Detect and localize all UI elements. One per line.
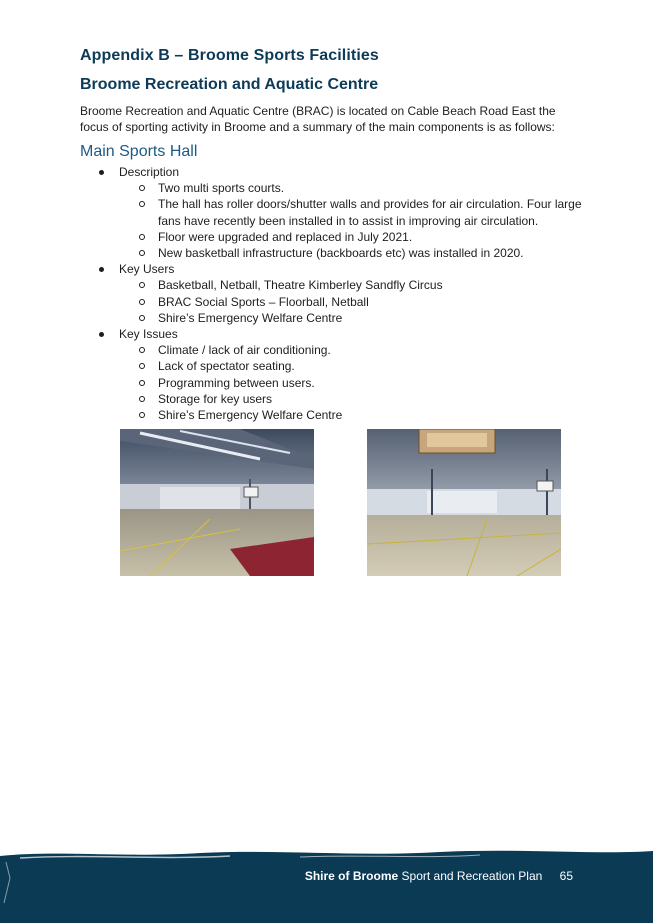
group-label: Description bbox=[119, 165, 180, 179]
list-item-text: New basketball infrastructure (backboards etc) was installed in 2020. bbox=[158, 246, 524, 261]
list-item bbox=[0, 375, 653, 391]
bullet-circle bbox=[139, 380, 145, 386]
facility-outline bbox=[0, 164, 653, 423]
bullet-group-key-issues bbox=[0, 326, 653, 342]
list-item-text: Storage for key users bbox=[158, 391, 273, 406]
bullet-circle bbox=[139, 396, 145, 402]
list-item-text: Lack of spectator seating. bbox=[158, 359, 295, 374]
bullet-circle bbox=[139, 201, 145, 207]
list-item bbox=[0, 407, 653, 423]
footer-org: Shire of Broome bbox=[304, 869, 399, 883]
footer-doc-title: Sport and Recreation Plan bbox=[401, 869, 543, 883]
list-item bbox=[0, 245, 653, 261]
list-item-text: Basketball, Netball, Theatre Kimberley Sandfly Circus bbox=[158, 278, 443, 293]
list-item-text: Floor were upgraded and replaced in July 2021. bbox=[158, 229, 413, 244]
group-label: Key Users bbox=[119, 262, 175, 277]
bullet-circle bbox=[139, 282, 145, 288]
list-item bbox=[0, 310, 653, 326]
list-item-text: Programming between users. bbox=[158, 375, 315, 390]
section-title: Main Sports Hall bbox=[80, 143, 198, 160]
appendix-heading: Appendix B – Broome Sports Facilities bbox=[80, 47, 379, 64]
list-item-text: The hall has roller doors/shutter walls and provides for air circulation. Four large fans have recently been installed in to assist in improving air circulation. bbox=[158, 197, 582, 228]
list-item bbox=[0, 277, 653, 293]
bullet-circle bbox=[139, 299, 145, 305]
list-item bbox=[0, 358, 653, 374]
sports-hall-photo-1 bbox=[120, 429, 314, 576]
bullet-dot bbox=[99, 332, 104, 337]
intro-paragraph: Broome Recreation and Aquatic Centre (BRAC) is located on Cable Beach Road East the focus of sporting activity in Broome and a summary of the main components is as follows: bbox=[80, 104, 556, 134]
list-item bbox=[0, 180, 653, 196]
list-item bbox=[0, 294, 653, 310]
list-item-text: Two multi sports courts. bbox=[158, 181, 285, 196]
sports-hall-photo-2 bbox=[367, 429, 561, 576]
footer-band bbox=[0, 848, 653, 923]
bullet-dot bbox=[99, 170, 104, 175]
list-item-text: Shire’s Emergency Welfare Centre bbox=[158, 408, 343, 423]
list-item bbox=[0, 342, 653, 358]
list-item-text: Climate / lack of air conditioning. bbox=[158, 343, 331, 358]
list-item-text: Shire’s Emergency Welfare Centre bbox=[158, 310, 343, 325]
bullet-group-description bbox=[0, 164, 653, 180]
bullet-circle bbox=[139, 250, 145, 256]
list-item-text: BRAC Social Sports – Floorball, Netball bbox=[158, 294, 369, 309]
bullet-circle bbox=[139, 412, 145, 418]
bullet-circle bbox=[139, 185, 145, 191]
bullet-group-key-users bbox=[0, 261, 653, 277]
footer-text bbox=[0, 869, 573, 883]
list-item bbox=[0, 229, 653, 245]
facility-heading: Broome Recreation and Aquatic Centre bbox=[80, 76, 379, 93]
list-item bbox=[0, 196, 653, 228]
group-label: Key Issues bbox=[119, 327, 178, 342]
page-number: 65 bbox=[559, 869, 573, 883]
bullet-dot bbox=[99, 267, 104, 272]
bullet-circle bbox=[139, 315, 145, 321]
bullet-circle bbox=[139, 347, 145, 353]
list-item bbox=[0, 391, 653, 407]
bullet-circle bbox=[139, 234, 145, 240]
bullet-circle bbox=[139, 363, 145, 369]
